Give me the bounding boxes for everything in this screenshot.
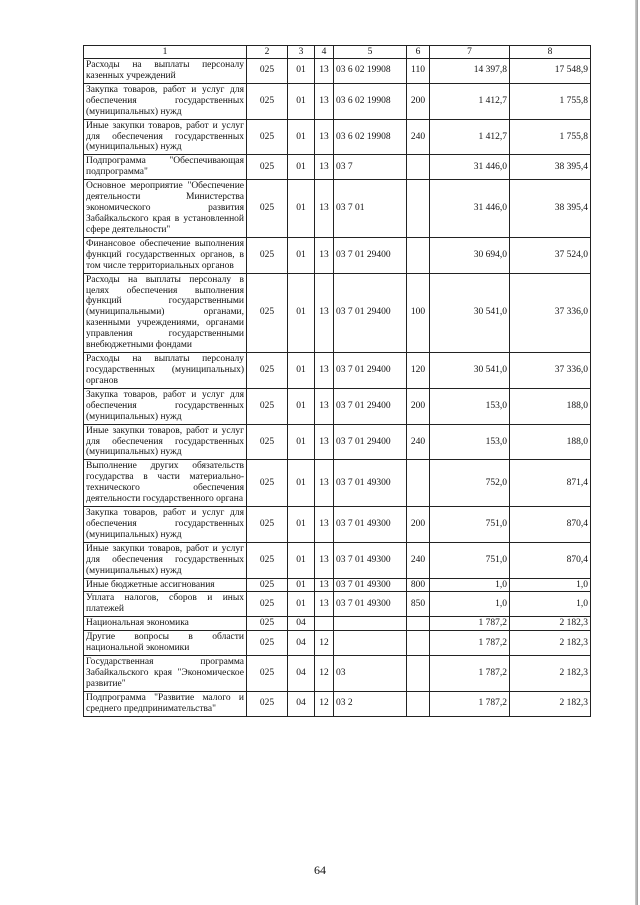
cell-ministry: 025 — [247, 155, 288, 180]
table-row — [84, 631, 591, 656]
row-name: Закупка товаров, работ и услуг для обеспечения государственных (муниципальных) нужд — [84, 83, 247, 119]
cell-ministry: 025 — [247, 353, 288, 389]
cell-amount-2: 2 182,3 — [510, 691, 591, 716]
cell-ministry: 025 — [247, 59, 288, 84]
cell-expense-type: 120 — [407, 353, 430, 389]
cell-amount-1: 153,0 — [430, 388, 510, 424]
cell-amount-1: 30 541,0 — [430, 353, 510, 389]
row-name: Расходы на выплаты персоналу государственных (муниципальных) органов — [84, 353, 247, 389]
cell-amount-1: 14 397,8 — [430, 59, 510, 84]
row-name: Иные закупки товаров, работ и услуг для обеспечения государственных (муниципальных) нужд — [84, 424, 247, 460]
cell-ministry: 025 — [247, 592, 288, 617]
header-col-7: 7 — [430, 46, 510, 59]
cell-ministry: 025 — [247, 691, 288, 716]
cell-section: 01 — [288, 542, 315, 578]
cell-section: 01 — [288, 592, 315, 617]
cell-expense-type: 240 — [407, 424, 430, 460]
cell-section: 01 — [288, 155, 315, 180]
cell-target-article: 03 7 — [334, 155, 407, 180]
cell-expense-type: 240 — [407, 119, 430, 155]
cell-section: 01 — [288, 273, 315, 352]
table-header-row — [84, 46, 591, 59]
cell-amount-1: 31 446,0 — [430, 180, 510, 238]
scan-edge — [635, 0, 638, 905]
cell-amount-2: 2 182,3 — [510, 656, 591, 692]
cell-section: 04 — [288, 631, 315, 656]
cell-section: 01 — [288, 578, 315, 592]
row-name: Подпрограмма "Развитие малого и среднего предпринимательства" — [84, 691, 247, 716]
row-name: Государственная программа Забайкальского края "Экономическое развитие" — [84, 656, 247, 692]
cell-target-article: 03 7 01 49300 — [334, 592, 407, 617]
cell-amount-2: 1 755,8 — [510, 83, 591, 119]
cell-subsection: 13 — [315, 273, 334, 352]
cell-amount-2: 1,0 — [510, 578, 591, 592]
table-row — [84, 388, 591, 424]
cell-section: 04 — [288, 691, 315, 716]
table-row — [84, 83, 591, 119]
cell-amount-2: 37 524,0 — [510, 237, 591, 273]
cell-expense-type — [407, 656, 430, 692]
cell-expense-type: 850 — [407, 592, 430, 617]
cell-amount-2: 188,0 — [510, 424, 591, 460]
cell-ministry: 025 — [247, 273, 288, 352]
header-col-1: 1 — [84, 46, 247, 59]
cell-expense-type — [407, 691, 430, 716]
cell-section: 01 — [288, 353, 315, 389]
row-name: Иные бюджетные ассигнования — [84, 578, 247, 592]
cell-ministry: 025 — [247, 83, 288, 119]
cell-subsection — [315, 617, 334, 631]
cell-amount-1: 30 694,0 — [430, 237, 510, 273]
cell-amount-1: 1 787,2 — [430, 656, 510, 692]
table-row — [84, 656, 591, 692]
table-row — [84, 180, 591, 238]
cell-section: 01 — [288, 507, 315, 543]
cell-amount-2: 870,4 — [510, 507, 591, 543]
cell-expense-type: 800 — [407, 578, 430, 592]
cell-ministry: 025 — [247, 542, 288, 578]
cell-amount-2: 1 755,8 — [510, 119, 591, 155]
cell-expense-type: 200 — [407, 388, 430, 424]
page-number: 64 — [314, 863, 326, 877]
table-row — [84, 507, 591, 543]
cell-target-article: 03 7 01 29400 — [334, 273, 407, 352]
table-row — [84, 353, 591, 389]
row-name: Основное мероприятие "Обеспечение деятельности Министерства экономического развития Забайкальского края в установленной сфере деятельности" — [84, 180, 247, 238]
cell-target-article — [334, 631, 407, 656]
cell-amount-2: 37 336,0 — [510, 273, 591, 352]
cell-amount-1: 1,0 — [430, 578, 510, 592]
cell-subsection: 13 — [315, 155, 334, 180]
cell-amount-2: 37 336,0 — [510, 353, 591, 389]
header-col-4: 4 — [315, 46, 334, 59]
row-name: Подпрограмма "Обеспечивающая подпрограмма" — [84, 155, 247, 180]
table-row — [84, 237, 591, 273]
cell-target-article — [334, 617, 407, 631]
table-row — [84, 119, 591, 155]
cell-expense-type — [407, 631, 430, 656]
cell-subsection: 13 — [315, 83, 334, 119]
cell-ministry: 025 — [247, 631, 288, 656]
table-row — [84, 155, 591, 180]
cell-expense-type: 200 — [407, 83, 430, 119]
header-col-3: 3 — [288, 46, 315, 59]
cell-ministry: 025 — [247, 388, 288, 424]
cell-amount-2: 2 182,3 — [510, 617, 591, 631]
cell-amount-1: 751,0 — [430, 542, 510, 578]
cell-section: 01 — [288, 460, 315, 507]
cell-ministry: 025 — [247, 507, 288, 543]
cell-amount-2: 871,4 — [510, 460, 591, 507]
cell-amount-1: 153,0 — [430, 424, 510, 460]
cell-target-article: 03 7 01 29400 — [334, 388, 407, 424]
cell-target-article: 03 7 01 — [334, 180, 407, 238]
table-row — [84, 592, 591, 617]
table-row — [84, 59, 591, 84]
row-name: Другие вопросы в области национальной экономики — [84, 631, 247, 656]
cell-subsection: 13 — [315, 578, 334, 592]
cell-target-article: 03 7 01 49300 — [334, 542, 407, 578]
row-name: Закупка товаров, работ и услуг для обеспечения государственных (муниципальных) нужд — [84, 507, 247, 543]
table-row — [84, 617, 591, 631]
header-col-6: 6 — [407, 46, 430, 59]
table-row — [84, 578, 591, 592]
cell-subsection: 13 — [315, 542, 334, 578]
cell-target-article: 03 7 01 49300 — [334, 578, 407, 592]
cell-section: 01 — [288, 180, 315, 238]
cell-amount-1: 1 787,2 — [430, 691, 510, 716]
cell-amount-1: 1 412,7 — [430, 83, 510, 119]
cell-amount-1: 31 446,0 — [430, 155, 510, 180]
cell-target-article: 03 7 01 49300 — [334, 507, 407, 543]
cell-subsection: 13 — [315, 592, 334, 617]
row-name: Уплата налогов, сборов и иных платежей — [84, 592, 247, 617]
cell-subsection: 12 — [315, 631, 334, 656]
table-row — [84, 542, 591, 578]
cell-expense-type — [407, 180, 430, 238]
cell-target-article: 03 — [334, 656, 407, 692]
cell-subsection: 13 — [315, 460, 334, 507]
cell-section: 01 — [288, 83, 315, 119]
cell-subsection: 12 — [315, 656, 334, 692]
cell-expense-type — [407, 617, 430, 631]
cell-subsection: 13 — [315, 424, 334, 460]
row-name: Иные закупки товаров, работ и услуг для обеспечения государственных (муниципальных) нужд — [84, 119, 247, 155]
cell-subsection: 13 — [315, 353, 334, 389]
cell-section: 01 — [288, 59, 315, 84]
cell-section: 01 — [288, 388, 315, 424]
cell-target-article: 03 6 02 19908 — [334, 119, 407, 155]
cell-ministry: 025 — [247, 424, 288, 460]
table-row — [84, 424, 591, 460]
table-row — [84, 691, 591, 716]
cell-target-article: 03 6 02 19908 — [334, 83, 407, 119]
header-col-5: 5 — [334, 46, 407, 59]
cell-amount-1: 30 541,0 — [430, 273, 510, 352]
cell-target-article: 03 7 01 29400 — [334, 237, 407, 273]
cell-target-article: 03 7 01 29400 — [334, 424, 407, 460]
row-name: Расходы на выплаты персоналу в целях обеспечения выполнения функций государственными (муниципальными) органами, казенными учреждениями, органами управления государственными внебюджетными фондами — [84, 273, 247, 352]
cell-ministry: 025 — [247, 237, 288, 273]
cell-section: 01 — [288, 424, 315, 460]
cell-amount-2: 2 182,3 — [510, 631, 591, 656]
cell-expense-type: 200 — [407, 507, 430, 543]
cell-target-article: 03 2 — [334, 691, 407, 716]
cell-ministry: 025 — [247, 656, 288, 692]
cell-subsection: 13 — [315, 119, 334, 155]
cell-subsection: 13 — [315, 507, 334, 543]
cell-amount-1: 1 787,2 — [430, 617, 510, 631]
cell-section: 04 — [288, 617, 315, 631]
cell-section: 01 — [288, 119, 315, 155]
row-name: Закупка товаров, работ и услуг для обеспечения государственных (муниципальных) нужд — [84, 388, 247, 424]
cell-expense-type: 110 — [407, 59, 430, 84]
header-col-2: 2 — [247, 46, 288, 59]
row-name: Расходы на выплаты персоналу казенных учреждений — [84, 59, 247, 84]
cell-amount-1: 1 787,2 — [430, 631, 510, 656]
cell-amount-2: 38 395,4 — [510, 155, 591, 180]
cell-section: 04 — [288, 656, 315, 692]
table-row — [84, 460, 591, 507]
cell-expense-type: 100 — [407, 273, 430, 352]
cell-subsection: 13 — [315, 180, 334, 238]
header-col-8: 8 — [510, 46, 591, 59]
cell-amount-2: 1,0 — [510, 592, 591, 617]
cell-subsection: 13 — [315, 59, 334, 84]
cell-ministry: 025 — [247, 180, 288, 238]
row-name: Национальная экономика — [84, 617, 247, 631]
row-name: Иные закупки товаров, работ и услуг для обеспечения государственных (муниципальных) нужд — [84, 542, 247, 578]
cell-subsection: 13 — [315, 237, 334, 273]
cell-amount-2: 17 548,9 — [510, 59, 591, 84]
cell-amount-2: 38 395,4 — [510, 180, 591, 238]
table-row — [84, 273, 591, 352]
row-name: Выполнение других обязательств государства в части материально-технического обеспечения деятельности государственного органа — [84, 460, 247, 507]
cell-amount-1: 751,0 — [430, 507, 510, 543]
cell-amount-2: 188,0 — [510, 388, 591, 424]
budget-table — [83, 45, 591, 717]
cell-ministry: 025 — [247, 119, 288, 155]
cell-expense-type — [407, 237, 430, 273]
cell-ministry: 025 — [247, 460, 288, 507]
cell-amount-1: 752,0 — [430, 460, 510, 507]
cell-amount-2: 870,4 — [510, 542, 591, 578]
row-name: Финансовое обеспечение выполнения функций государственных органов, в том числе территориальных органов — [84, 237, 247, 273]
cell-subsection: 12 — [315, 691, 334, 716]
cell-amount-1: 1,0 — [430, 592, 510, 617]
cell-target-article: 03 7 01 29400 — [334, 353, 407, 389]
cell-ministry: 025 — [247, 617, 288, 631]
cell-target-article: 03 6 02 19908 — [334, 59, 407, 84]
cell-expense-type — [407, 460, 430, 507]
cell-subsection: 13 — [315, 388, 334, 424]
cell-expense-type: 240 — [407, 542, 430, 578]
cell-amount-1: 1 412,7 — [430, 119, 510, 155]
cell-ministry: 025 — [247, 578, 288, 592]
cell-target-article: 03 7 01 49300 — [334, 460, 407, 507]
cell-section: 01 — [288, 237, 315, 273]
cell-expense-type — [407, 155, 430, 180]
